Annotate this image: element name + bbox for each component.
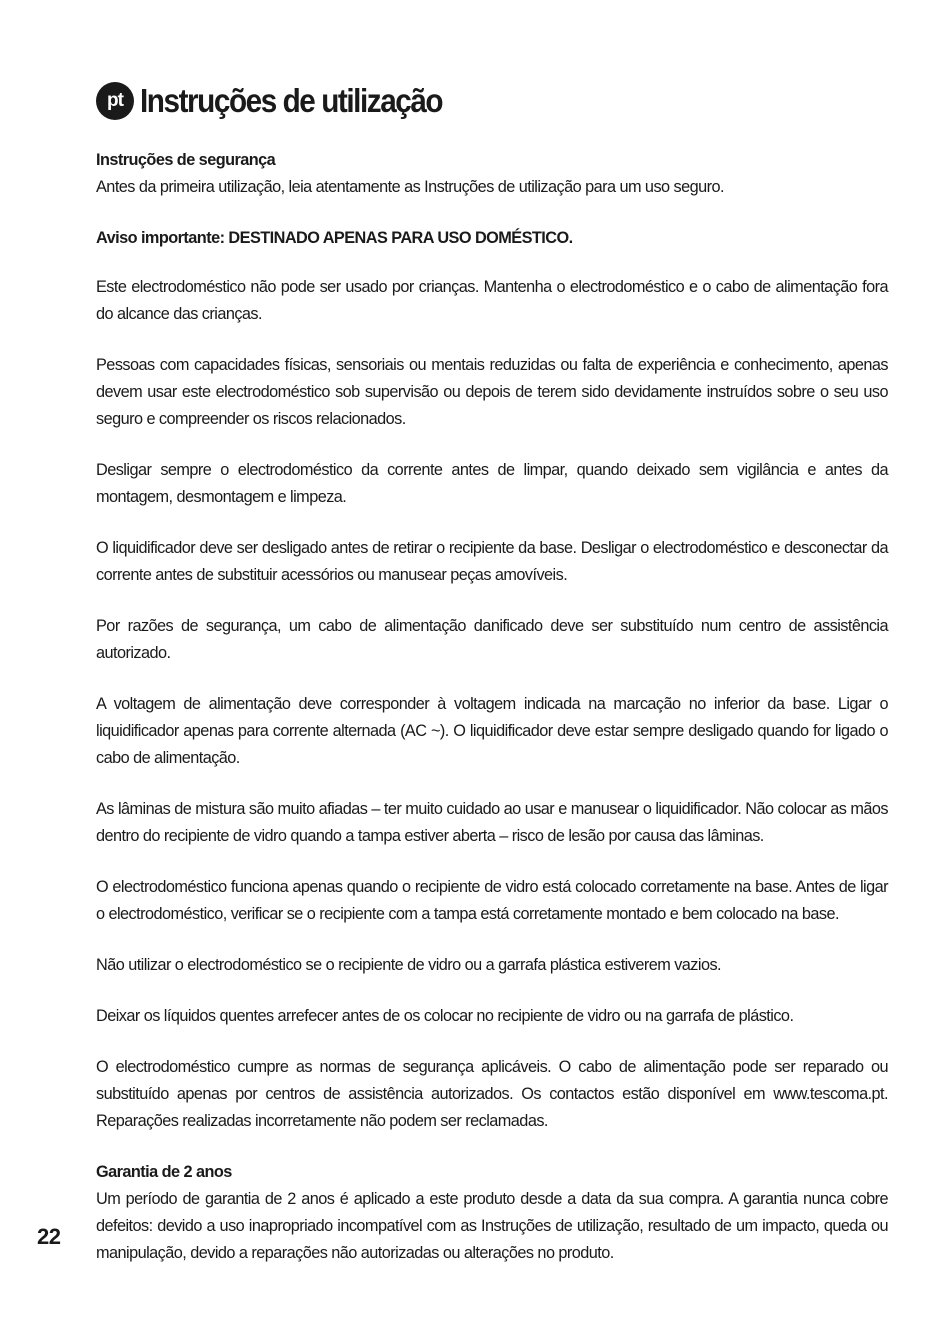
safety-paragraph: Deixar os líquidos quentes arrefecer antes de os colocar no recipiente de vidro ou na garrafa de plástico. xyxy=(96,1007,794,1025)
important-warning: Aviso importante: DESTINADO APENAS PARA USO DOMÉSTICO. xyxy=(96,229,573,247)
safety-paragraph: Pessoas com capacidades físicas, sensoriais ou mentais reduzidas ou falta de experiência e conhecimento, apenas devem usar este electrodoméstico sob supervisão ou depois de terem sido devidamente instruídos sobre o seu uso seguro e compreender os riscos relacionados. xyxy=(96,356,888,428)
page-title: Instruções de utilização xyxy=(140,82,443,119)
safety-paragraph: Não utilizar o electrodoméstico se o recipiente de vidro ou a garrafa plástica estiverem vazios. xyxy=(96,956,722,974)
language-badge: pt xyxy=(96,82,134,120)
safety-paragraph: O electrodoméstico funciona apenas quando o recipiente de vidro está colocado corretamente na base. Antes de ligar o electrodoméstico, verificar se o recipiente com a tampa está corretamente montado e bem colocado na base. xyxy=(96,878,888,923)
safety-paragraph: O electrodoméstico cumpre as normas de segurança aplicáveis. O cabo de alimentação pode ser reparado ou substituído apenas por centros de assistência autorizados. Os contactos estão disponível em www.tescoma.pt. Reparações realizadas incorretamente não podem ser reclamadas. xyxy=(96,1058,888,1130)
instructions-body xyxy=(96,147,888,1267)
warranty-heading: Garantia de 2 anos xyxy=(96,1163,232,1181)
page-number: 22 xyxy=(37,1224,61,1249)
safety-paragraph: Desligar sempre o electrodoméstico da corrente antes de limpar, quando deixado sem vigilância e antes da montagem, desmontagem e limpeza. xyxy=(96,461,888,506)
safety-paragraph: O liquidificador deve ser desligado antes de retirar o recipiente da base. Desligar o electrodoméstico e desconectar da corrente antes de substituir acessórios ou manusear peças amovíveis. xyxy=(96,539,888,584)
safety-paragraph: Por razões de segurança, um cabo de alimentação danificado deve ser substituído num centro de assistência autorizado. xyxy=(96,617,888,662)
warranty-text: Um período de garantia de 2 anos é aplicado a este produto desde a data da sua compra. A garantia nunca cobre defeitos: devido a uso inapropriado incompatível com as Instruções de utilização, resultado de um impacto, queda ou manipulação, devido a reparações não autorizadas ou alterações no produto. xyxy=(96,1190,888,1262)
title-row xyxy=(96,80,888,122)
safety-paragraph: Este electrodoméstico não pode ser usado por crianças. Mantenha o electrodoméstico e o cabo de alimentação fora do alcance das crianças. xyxy=(96,278,888,323)
safety-heading: Instruções de segurança xyxy=(96,151,276,169)
page-content xyxy=(96,80,888,1291)
safety-paragraph: A voltagem de alimentação deve corresponder à voltagem indicada na marcação no inferior da base. Ligar o liquidificador apenas para corrente alternada (AC ~). O liquidificador deve estar sempre desligado quando for ligado o cabo de alimentação. xyxy=(96,695,888,767)
safety-paragraph: As lâminas de mistura são muito afiadas – ter muito cuidado ao usar e manusear o liquidificador. Não colocar as mãos dentro do recipiente de vidro quando a tampa estiver aberta – risco de lesão por causa das lâminas. xyxy=(96,800,888,845)
safety-intro: Antes da primeira utilização, leia atentamente as Instruções de utilização para um uso seguro. xyxy=(96,178,724,196)
